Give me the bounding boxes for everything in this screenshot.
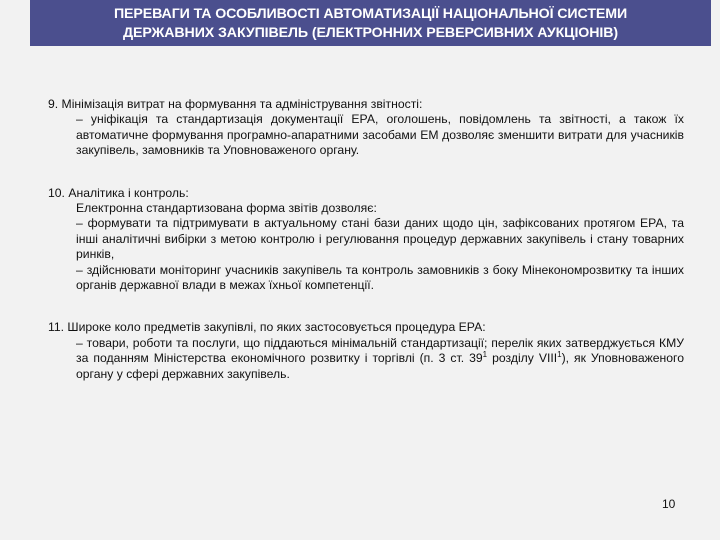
header-title-line-1: ПЕРЕВАГИ ТА ОСОБЛИВОСТІ АВТОМАТИЗАЦІЇ НАЦІОНАЛЬНОЇ СИСТЕМИ — [113, 6, 628, 22]
section-11-bullet-1 — [76, 336, 684, 382]
section-9-bullet-1: – уніфікація та стандартизація документації ЕРА, оголошень, повідомлень та звітності, а також їх автоматичне формування програмно-апаратними засобами ЕМ дозволяє зменшити витрати для учасників закупівель, замовників та Уповноваженого органу. — [76, 112, 684, 158]
section-11-title: 11. Широке коло предметів закупівлі, по яких застосовується процедура ЕРА: — [48, 320, 486, 335]
section-10 — [48, 186, 684, 294]
slide-header — [30, 0, 711, 46]
page-number: 10 — [662, 497, 676, 511]
section-9 — [48, 97, 684, 159]
superscript-1: 1 — [482, 350, 488, 360]
section-10-title: 10. Аналітика і контроль: — [48, 185, 189, 200]
section-11 — [48, 320, 684, 382]
section-10-subtitle: Електронна стандартизована форма звітів дозволяє: — [76, 201, 377, 216]
header-title-line-2: ДЕРЖАВНИХ ЗАКУПІВЕЛЬ (ЕЛЕКТРОННИХ РЕВЕРСИВНИХ АУКЦІОНІВ) — [123, 25, 618, 41]
section-9-title: 9. Мінімізація витрат на формування та адміністрування звітності: — [48, 97, 423, 111]
section-10-bullet-2: – здійснювати моніторинг учасників закупівель та контроль замовників з боку Мінекономрозвитку та інших органів державної влади в межах їхньої компетенції. — [76, 262, 684, 293]
superscript-2: 1 — [557, 350, 562, 360]
section-11-bullet-1-part-1: – товари, роботи та послуги, що піддаються мінімальній стандартизації; перелік яких затверджується КМУ за поданням Міністерства економічного розвитку і торгівлі (п. 3 ст. 39 — [76, 335, 684, 366]
section-11-bullet-1-part-2: розділу VIII — [487, 351, 558, 366]
slide-content — [48, 97, 684, 382]
section-10-bullet-1: – формувати та підтримувати в актуальному стані бази даних щодо цін, зафіксованих протягом ЕРА, та інші аналітичні вибірки з метою контролю і регулювання процедур державних закупівель і стану товарних ринків, — [76, 216, 684, 262]
section-11-bullet-1-part-3: ), як Уповноваженого органу у сфері державних закупівель. — [76, 351, 685, 381]
